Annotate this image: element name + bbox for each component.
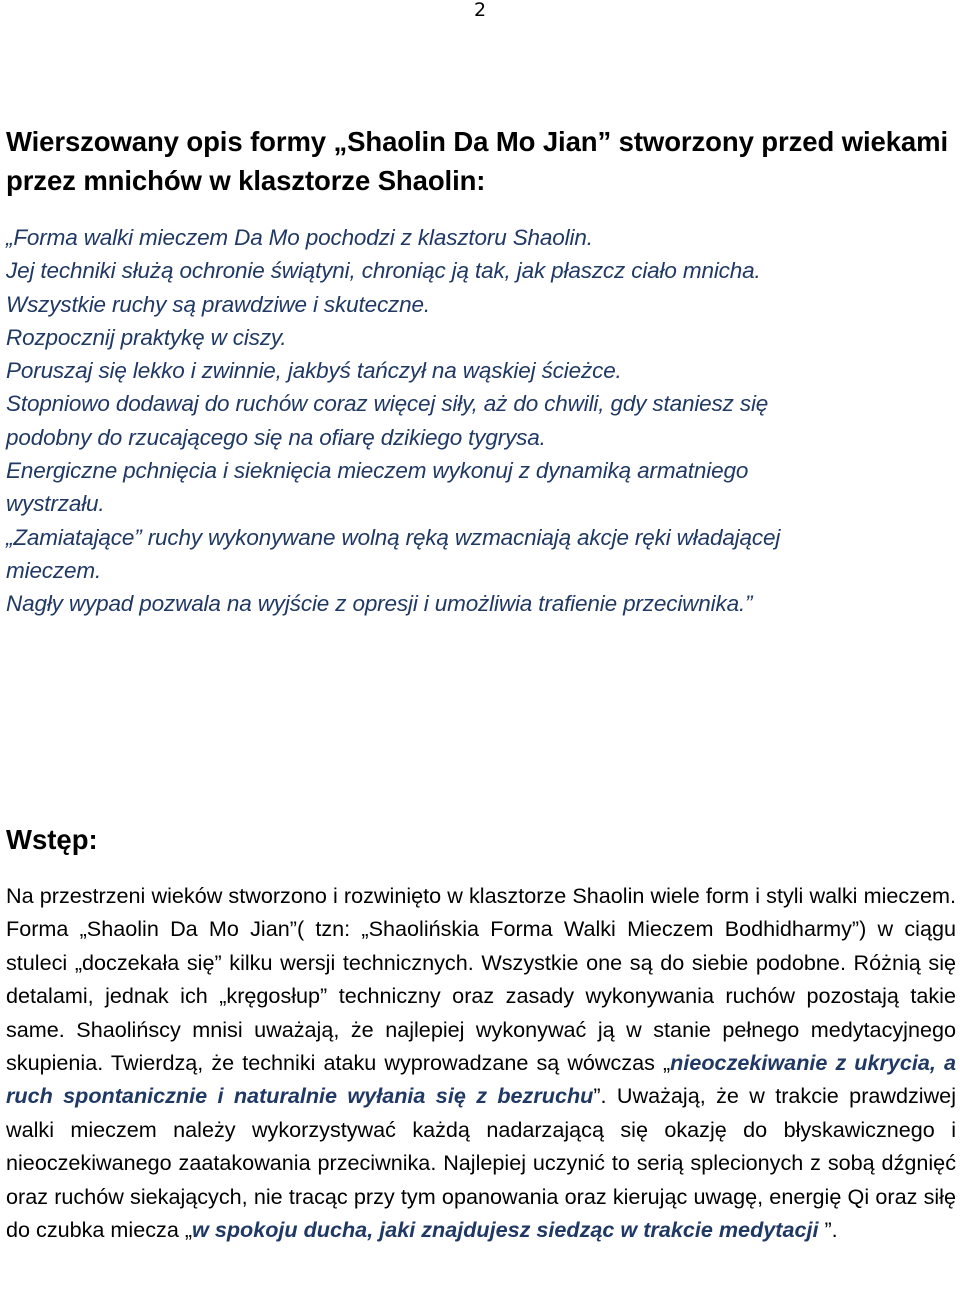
intro-text: ”. <box>818 1217 838 1243</box>
poem-line: „Forma walki mieczem Da Mo pochodzi z klasztoru Shaolin. <box>6 225 593 250</box>
intro-text: ”. Uważają, że w trakcie prawdziwej walki mieczem należy wykorzystywać każdą nadarzającą się okazję do błyskawicznego i nieoczekiwanego zaatakowania przeciwnika. Najlepiej uczynić to serią splecionych z sobą dźgnięć oraz ruchów siekających, nie tracąc przy tym opanowania oraz kierując uwagę, energię Qi oraz siłę do czubka miecza „ <box>6 1083 956 1243</box>
poem-line: Energiczne pchnięcia i sieknięcia mieczem wykonuj z dynamiką armatniego <box>6 458 749 484</box>
poem <box>6 221 956 621</box>
poem-line: Nagły wypad pozwala na wyjście z opresji i umożliwia trafienie przeciwnika.” <box>6 591 753 617</box>
poem-line: podobny do rzucającego się na ofiarę dzikiego tygrysa. <box>6 424 546 450</box>
intro-text: Na przestrzeni wieków stworzono i rozwinięto w klasztorze Shaolin wiele form i styli walki mieczem. Forma „Shaolin Da Mo Jian”( tzn: „Shaolińskia Forma Walki Mieczem Bodhidharmy”) w ciągu stuleci „doczekała się” kilku wersji technicznych. Wszystkie one są do siebie podobne. Różnią się detalami, jednak ich „kręgosłup” techniczny oraz zasady wykonywania ruchów pozostają takie same. Shaolińscy mnisi uważają, że najlepiej wykonywać ją w stanie pełnego medytacyjnego skupienia. Twierdzą, że techniki ataku wyprowadzane są wówczas „ <box>6 883 956 1076</box>
intro-heading: Wstęp: <box>6 824 98 855</box>
poem-line: Wszystkie ruchy są prawdziwe i skuteczne. <box>6 291 430 317</box>
poem-line: „Zamiatające” ruchy wykonywane wolną ręką wzmacniają akcje ręki władającej <box>6 524 781 550</box>
poem-line: Jej techniki służą ochronie świątyni, chroniąc ją tak, jak płaszcz ciało mnicha. <box>6 258 761 284</box>
poem-line: Stopniowo dodawaj do ruchów coraz więcej siły, aż do chwili, gdy staniesz się <box>6 391 769 417</box>
poem-line: wystrzału. <box>6 491 105 517</box>
intro-emphasis: w spokoju ducha, jaki znajdujesz siedząc w trakcie medytacji <box>192 1217 819 1243</box>
intro-paragraph <box>6 879 956 1246</box>
intro-emphasis: nieoczekiwanie z ukrycia, a ruch spontanicznie i naturalnie wyłania się z bezruchu <box>6 1050 956 1109</box>
document-title: Wierszowany opis formy „Shaolin Da Mo Jian” stworzony przed wiekami przez mnichów w klasztorze Shaolin: <box>6 126 948 196</box>
poem-line: mieczem. <box>6 557 102 583</box>
poem-line: Rozpocznij praktykę w ciszy. <box>6 324 287 350</box>
page-number: 2 <box>473 0 487 21</box>
poem-line: Poruszaj się lekko i zwinnie, jakbyś tańczył na wąskiej ścieżce. <box>6 358 622 384</box>
